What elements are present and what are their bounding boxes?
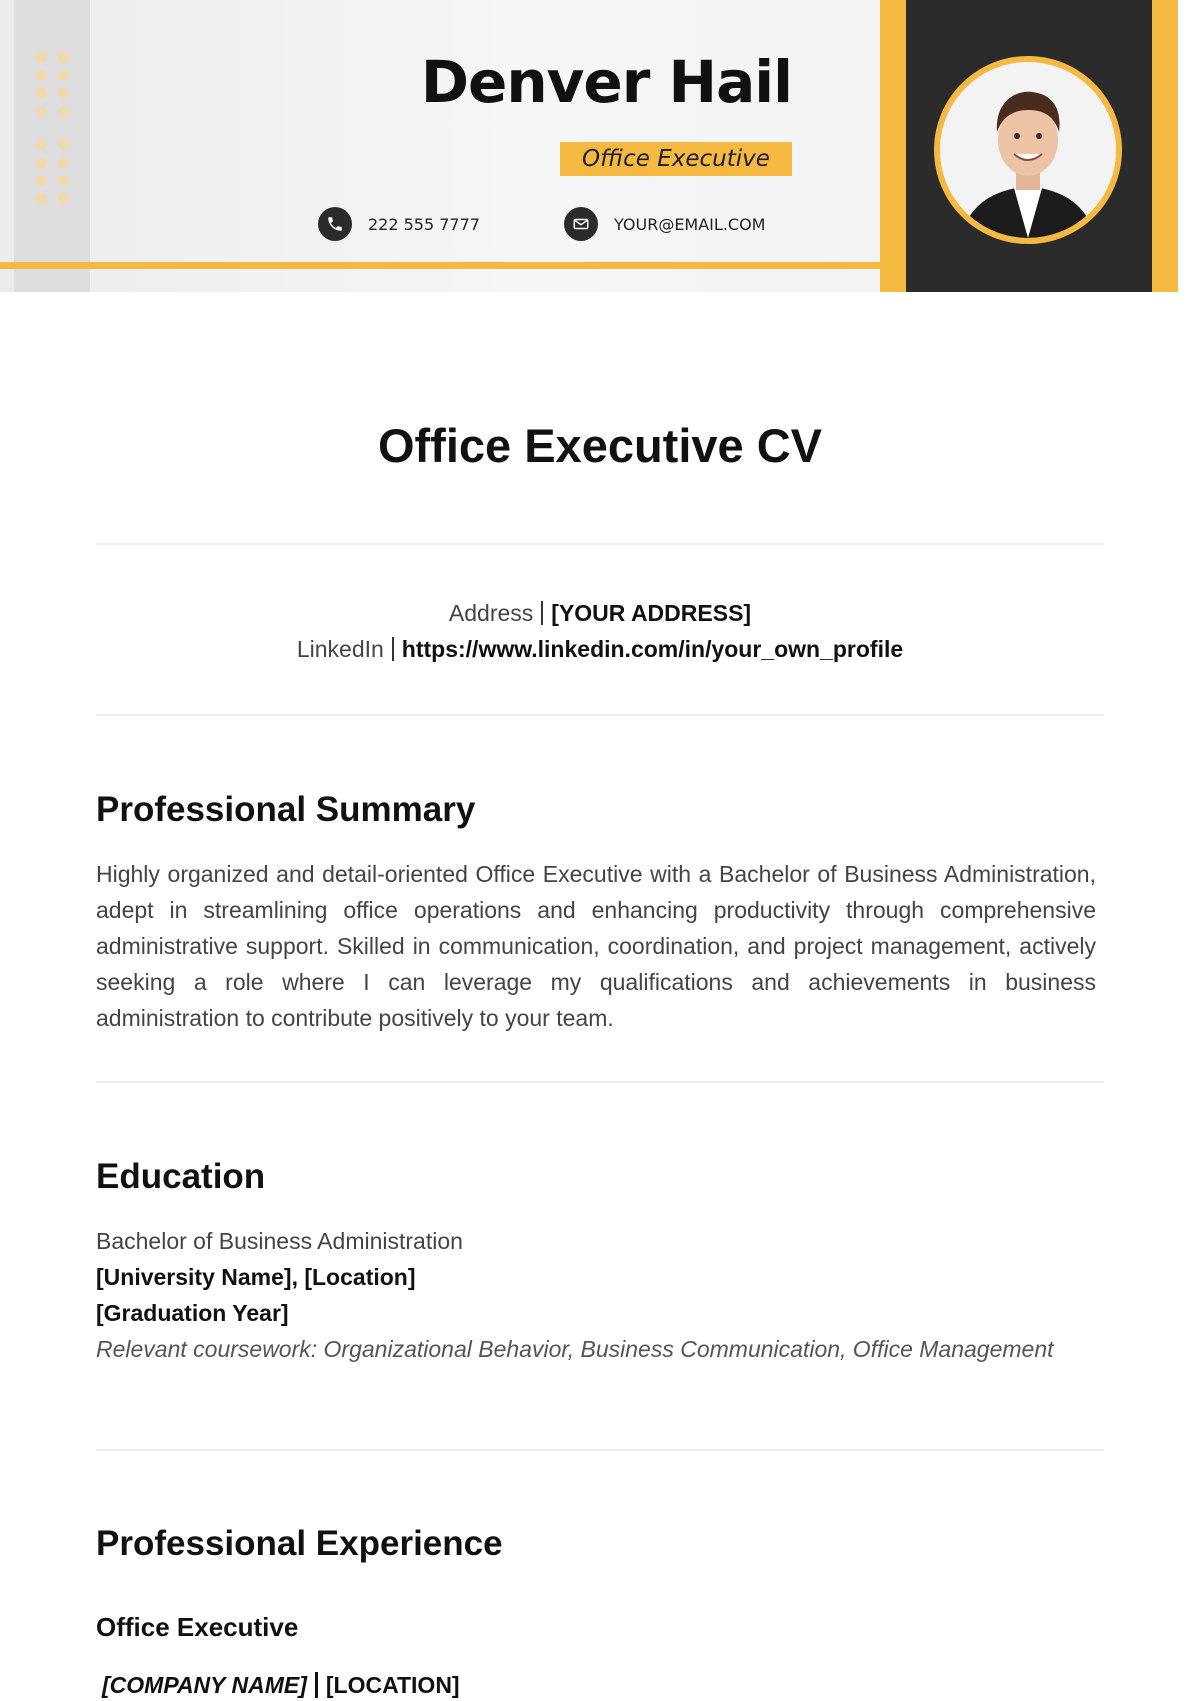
company-name: [COMPANY NAME] bbox=[102, 1672, 307, 1698]
email-contact bbox=[564, 207, 765, 241]
address-label: Address bbox=[448, 600, 534, 626]
university: [University Name], [Location] bbox=[96, 1264, 416, 1290]
job-title: Office Executive bbox=[96, 1612, 299, 1642]
envelope-icon bbox=[564, 207, 598, 241]
phone-contact bbox=[318, 207, 480, 241]
divider bbox=[96, 1081, 1104, 1083]
profile-photo bbox=[940, 62, 1116, 238]
phone-number: 222 555 7777 bbox=[368, 214, 480, 234]
email-address: YOUR@EMAIL.COM bbox=[614, 214, 766, 234]
document-title: Office Executive CV bbox=[377, 419, 823, 472]
divider bbox=[96, 1449, 1104, 1451]
linkedin-line bbox=[96, 636, 1104, 663]
resume-header bbox=[0, 0, 1200, 292]
address-value: [YOUR ADDRESS] bbox=[551, 600, 752, 626]
linkedin-label: LinkedIn bbox=[296, 636, 384, 662]
degree: Bachelor of Business Administration bbox=[96, 1228, 463, 1254]
summary-heading: Professional Summary bbox=[96, 790, 476, 829]
education-heading: Education bbox=[96, 1157, 266, 1196]
phone-icon bbox=[318, 207, 352, 241]
company-location-line bbox=[102, 1672, 460, 1699]
profile-photo-frame bbox=[934, 56, 1122, 244]
role-badge bbox=[560, 142, 792, 176]
linkedin-link[interactable]: https://www.linkedin.com/in/your_own_profile bbox=[401, 636, 904, 662]
company-location: [LOCATION] bbox=[325, 1672, 460, 1698]
coursework: Relevant coursework: Organizational Behavior, Business Communication, Office Management bbox=[96, 1336, 1054, 1362]
graduation-year: [Graduation Year] bbox=[96, 1300, 289, 1326]
divider bbox=[96, 543, 1104, 545]
role-label: Office Executive bbox=[582, 146, 770, 172]
summary-text: Highly organized and detail-oriented Office Executive with a Bachelor of Business Administration, adept in streamlining office operations and enhancing productivity through comprehensive administrative support. Skilled in communication, coordination, and project management, actively seeking a role where I can leverage my qualifications and achievements in business administration to contribute positively to your team. bbox=[96, 861, 1096, 1031]
address-line bbox=[96, 600, 1104, 627]
divider bbox=[96, 714, 1104, 716]
candidate-name: Denver Hail bbox=[420, 48, 792, 116]
header-accent-line bbox=[0, 262, 880, 269]
experience-heading: Professional Experience bbox=[96, 1524, 503, 1563]
